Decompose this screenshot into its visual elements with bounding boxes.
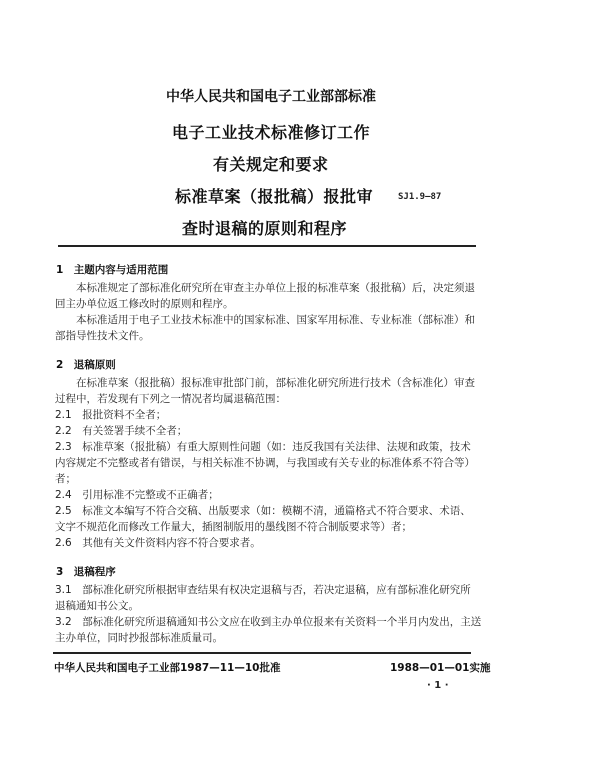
header-divider: [58, 245, 476, 247]
section-2-heading: 2 退稿原则: [56, 359, 116, 371]
title-line-4: 查时退稿的原则和程序: [182, 219, 348, 238]
section-3-line-1: 3.1 部标准化研究所根据审查结果有权决定退稿与否，若决定退稿，应有部标准化研究所: [55, 584, 471, 596]
section-2-line-9: 2.5 标准文本编写不符合交稿、出版要求（如：模糊不清，通篇格式不符合要求、术语、: [55, 505, 471, 517]
section-2-line-8: 2.4 引用标准不完整或不正确者；: [55, 489, 219, 501]
page-number: · 1 ·: [427, 680, 449, 691]
standard-code: SJ1.9—87: [398, 192, 442, 202]
section-1-line-1: 本标准规定了部标准化研究所在审查主办单位上报的标准草案（报批稿）后，决定须退: [55, 282, 475, 294]
footer-divider: [53, 652, 471, 654]
issuer-heading: 中华人民共和国电子工业部部标准: [166, 89, 376, 105]
section-1-heading: 1 主题内容与适用范围: [56, 264, 169, 276]
section-3-line-3: 3.2 部标准化研究所退稿通知书公文应在收到主办单位报来有关资料一个半月内发出，主送: [55, 616, 482, 628]
section-1-line-4: 部指导性技术文件。: [55, 330, 150, 342]
section-2-line-11: 2.6 其他有关文件资料内容不符合要求者。: [55, 537, 261, 549]
title-line-3: 标准草案（报批稿）报批审: [175, 187, 374, 206]
section-2-line-5: 2.3 标准草案（报批稿）有重大原则性问题（如：违反我国有关法律、法规和政策，技术: [55, 441, 471, 453]
approval-date: 中华人民共和国电子工业部1987—11—10批准: [54, 662, 281, 674]
section-2-line-3: 2.1 报批资料不全者；: [55, 409, 167, 421]
section-2-line-1: 在标准草案（报批稿）报标准审批部门前，部标准化研究所进行技术（含标准化）审查: [55, 377, 475, 389]
section-2-line-6: 内容规定不完整或者有错误，与相关标准不协调，与我国或有关专业的标准体系不符合等）: [55, 457, 475, 469]
title-line-2: 有关规定和要求: [213, 155, 329, 174]
effective-date: 1988—01—01实施: [390, 662, 491, 674]
section-1-line-2: 回主办单位返工修改时的原则和程序。: [55, 298, 234, 310]
section-2-line-2: 过程中，若发现有下列之一情况者均属退稿范围：: [55, 393, 286, 405]
title-line-1: 电子工业技术标准修订工作: [172, 123, 371, 142]
section-2-line-10: 文字不规范化而修改工作量大，插图制版用的墨线图不符合制版要求等）者；: [55, 521, 412, 533]
section-3-line-2: 退稿通知书公文。: [55, 600, 139, 612]
section-3-heading: 3 退稿程序: [56, 566, 116, 578]
section-2-line-4: 2.2 有关签署手续不全者；: [55, 425, 188, 437]
section-1-line-3: 本标准适用于电子工业技术标准中的国家标准、国家军用标准、专业标准（部标准）和: [55, 314, 475, 326]
section-3-line-4: 主办单位，同时抄报部标准质量司。: [55, 632, 223, 644]
section-2-line-7: 者；: [55, 473, 76, 485]
